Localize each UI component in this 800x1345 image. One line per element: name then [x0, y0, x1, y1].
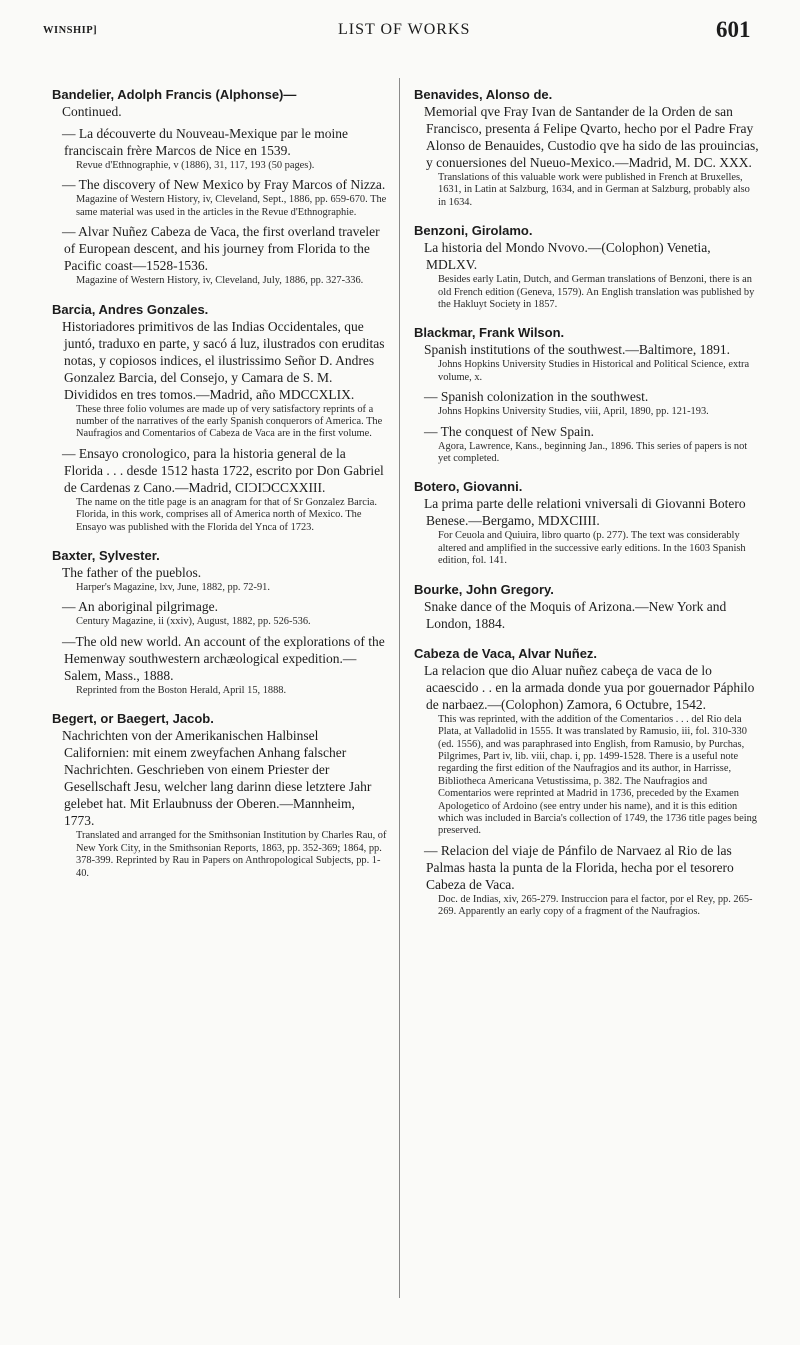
- work-title: Snake dance of the Moquis of Arizona.—New York and London, 1884.: [424, 598, 727, 631]
- work-title: — Alvar Nuñez Cabeza de Vaca, the first overland traveler of European descent, and his journey from Florida to the Pacific coast—1528-1536.: [62, 224, 380, 274]
- work-note: Agora, Lawrence, Kans., beginning Jan., 1896. This series of papers is not yet completed.: [438, 440, 748, 465]
- bibliography-entry: [414, 645, 759, 919]
- work-note: Translations of this valuable work were published in French at Bruxelles, 1631, in Latin at Salzburg, 1634, and in German at Salzburg, probably also in 1634.: [438, 172, 750, 208]
- left-column: [52, 86, 387, 893]
- running-head-title: LIST OF WORKS: [338, 21, 471, 38]
- bibliography-entry: [414, 86, 759, 209]
- work-note: For Ceuola and Quiuira, libro quarto (p. 277). The text was considerably altered and amplified in the successive early editions. In the 1603 Spanish edition, fol. 141.: [438, 530, 746, 567]
- work-title: — Relacion del viaje de Pánfilo de Narvaez al Rio de las Palmas hasta la punta de la Florida, hecha por el tesorero Cabeza de Vaca.: [424, 842, 734, 892]
- work-title: Memorial qve Fray Ivan de Santander de la Orden de san Francisco, presenta á Felipe Qvarto, hecho por el Padre Fray Alonso de Benauides, Custodio qve ha sido de las prouincias, y conuersiones del Nueuo-Mexico.—Madrid, M. DC. XXX.: [424, 104, 759, 170]
- work-title: The father of the pueblos.: [62, 565, 202, 581]
- work-title: — The conquest of New Spain.: [424, 423, 594, 439]
- bibliography-entry: [414, 478, 759, 567]
- bibliography-entry: [52, 710, 387, 880]
- work-title: Historiadores primitivos de las Indias Occidentales, que juntó, traduxo en parte, y sacó á luz, ilustrados con eruditas notas, y copiosos indices, el ilustrissimo Señor D. Andres Gonzalez Barcia, del Consejo, y Camara de S. M. Divididos en tres tomos.—Madrid, año MDCCXLIX.: [62, 318, 385, 402]
- work-note: These three folio volumes are made up of very satisfactory reprints of a number of the narratives of the early Spanish conquerors of America. The Naufragios and Comentarios of Cabeza de Vaca are in the first volume.: [76, 403, 383, 440]
- work-title: —The old new world. An account of the explorations of the Hemenway southwestern archæological expedition.—Salem, Mass., 1888.: [62, 633, 385, 683]
- entry-author: Botero, Giovanni.: [414, 479, 523, 495]
- work-title: Nachrichten von der Amerikanischen Halbinsel Californien: mit einem zweyfachen Anhang falscher Nachrichten. Geschrieben von einem Priester der Gesellschaft Jesu, welcher lang darinn diese letztere Jahr gelebet hat. Mit Erlaubnuss der Oberen.—Mannheim, 1773.: [62, 728, 372, 829]
- work-title: Continued.: [62, 104, 122, 119]
- bibliography-entry: [52, 547, 387, 697]
- work-note: Century Magazine, ii (xxiv), August, 1882, pp. 526-536.: [76, 616, 311, 628]
- work-title: — Ensayo cronologico, para la historia general de la Florida . . . desde 1512 hasta 1722, escrito por Don Gabriel de Cardenas z Cano.—Madrid, CIƆIƆCCXXIII.: [62, 445, 384, 495]
- entry-author: Bandelier, Adolph Francis (Alphonse)—: [52, 87, 297, 102]
- bibliography-entry: [52, 86, 387, 288]
- work-note: This was reprinted, with the addition of the Comentarios . . . del Rio dela Plata, at Valladolid in 1555. It was translated by Ramusio, iii, fol. 310-330 (ed. 1556), and was paraphrased into English, from Ramusio, by Purchas, Pilgrimes, Part iv, lib. viii, chap. i, pp. 1499-1528. There is a useful note regarding the first edition of the Naufragios and its author, in Harrisse, Bibliotheca Americana Vetustissima, p. 382. The Naufragios and Comentarios were reprinted at Madrid in 1736, preceded by the Examen Apologetico of Ardoino (see entry under his name), and it is this edition which was included in Barcia's collection of 1749, the 1736 title pages being preserved.: [438, 713, 757, 837]
- entry-author: Baxter, Sylvester.: [52, 548, 160, 564]
- entry-author: Barcia, Andres Gonzales.: [52, 301, 209, 317]
- bibliography-entry: [52, 301, 387, 534]
- entry-author: Blackmar, Frank Wilson.: [414, 325, 565, 341]
- work-title: — Spanish colonization in the southwest.: [424, 389, 649, 405]
- work-note: Harper's Magazine, lxv, June, 1882, pp. 72-91.: [76, 582, 270, 594]
- bibliography-entry: [414, 222, 759, 311]
- work-note: Johns Hopkins University Studies in Historical and Political Science, extra volume, x.: [438, 359, 750, 383]
- work-note: The name on the title page is an anagram for that of Sr Gonzalez Barcia. Florida, in this work, comprises all of America north of Mexico. The Ensayo was published with the Florida del Ynca of 1723.: [76, 496, 377, 533]
- entry-author: Benavides, Alonso de.: [414, 87, 553, 102]
- work-note: Reprinted from the Boston Herald, April 15, 1888.: [76, 684, 287, 696]
- entry-author: Bourke, John Gregory.: [414, 581, 554, 597]
- work-title: — An aboriginal pilgrimage.: [62, 599, 218, 615]
- work-title: La historia del Mondo Nvovo.—(Colophon) Venetia, MDLXV.: [424, 240, 711, 273]
- bibliography-entry: [414, 324, 759, 465]
- work-title: La prima parte delle relationi vniversali di Giovanni Botero Benese.—Bergamo, MDXCIIII.: [424, 496, 746, 529]
- running-head-left: WINSHIP]: [43, 25, 98, 36]
- work-title: — La découverte du Nouveau-Mexique par le moine franciscain frère Marcos de Nice en 1539.: [62, 126, 349, 158]
- work-note: Besides early Latin, Dutch, and German translations of Benzoni, there is an old French edition (Geneva, 1579). An English translation was published by the Hakluyt Society in 1857.: [438, 274, 755, 311]
- work-title: La relacion que dio Aluar nuñez cabeça de vaca de lo acaescido . . en la armada donde yua por gouernador Páphilo de narbaez.—(Colophon) Zamora, 6 Octubre, 1542.: [424, 662, 755, 712]
- work-note: Translated and arranged for the Smithsonian Institution by Charles Rau, of New York City, in the Smithsonian Reports, 1863, pp. 352-369; 1864, pp. 378-399. Reprinted by Rau in Papers on Anthropological Subjects, pp. 1-40.: [76, 830, 387, 879]
- entry-author: Begert, or Baegert, Jacob.: [52, 711, 214, 727]
- work-title: Spanish institutions of the southwest.—Baltimore, 1891.: [424, 342, 730, 358]
- right-column: [414, 86, 759, 932]
- bibliography-entry: [414, 581, 759, 632]
- work-note: Revue d'Ethnographie, v (1886), 31, 117, 193 (50 pages).: [76, 160, 315, 171]
- column-divider: [399, 78, 400, 1298]
- page-number: 601: [716, 17, 751, 42]
- work-note: Magazine of Western History, iv, Cleveland, July, 1886, pp. 327-336.: [76, 275, 364, 287]
- entry-author: Benzoni, Girolamo.: [414, 223, 533, 239]
- work-note: Doc. de Indias, xiv, 265-279. Instruccion para el factor, por el Rey, pp. 265-269. Apparently an early copy of a fragment of the Naufragios.: [438, 893, 753, 918]
- work-note: Magazine of Western History, iv, Cleveland, Sept., 1886, pp. 659-670. The same material was used in the articles in the Revue d'Ethnographie.: [76, 194, 387, 218]
- work-note: Johns Hopkins University Studies, viii, April, 1890, pp. 121-193.: [438, 406, 709, 418]
- entry-author: Cabeza de Vaca, Alvar Nuñez.: [414, 645, 598, 661]
- work-title: — The discovery of New Mexico by Fray Marcos of Nizza.: [62, 177, 386, 193]
